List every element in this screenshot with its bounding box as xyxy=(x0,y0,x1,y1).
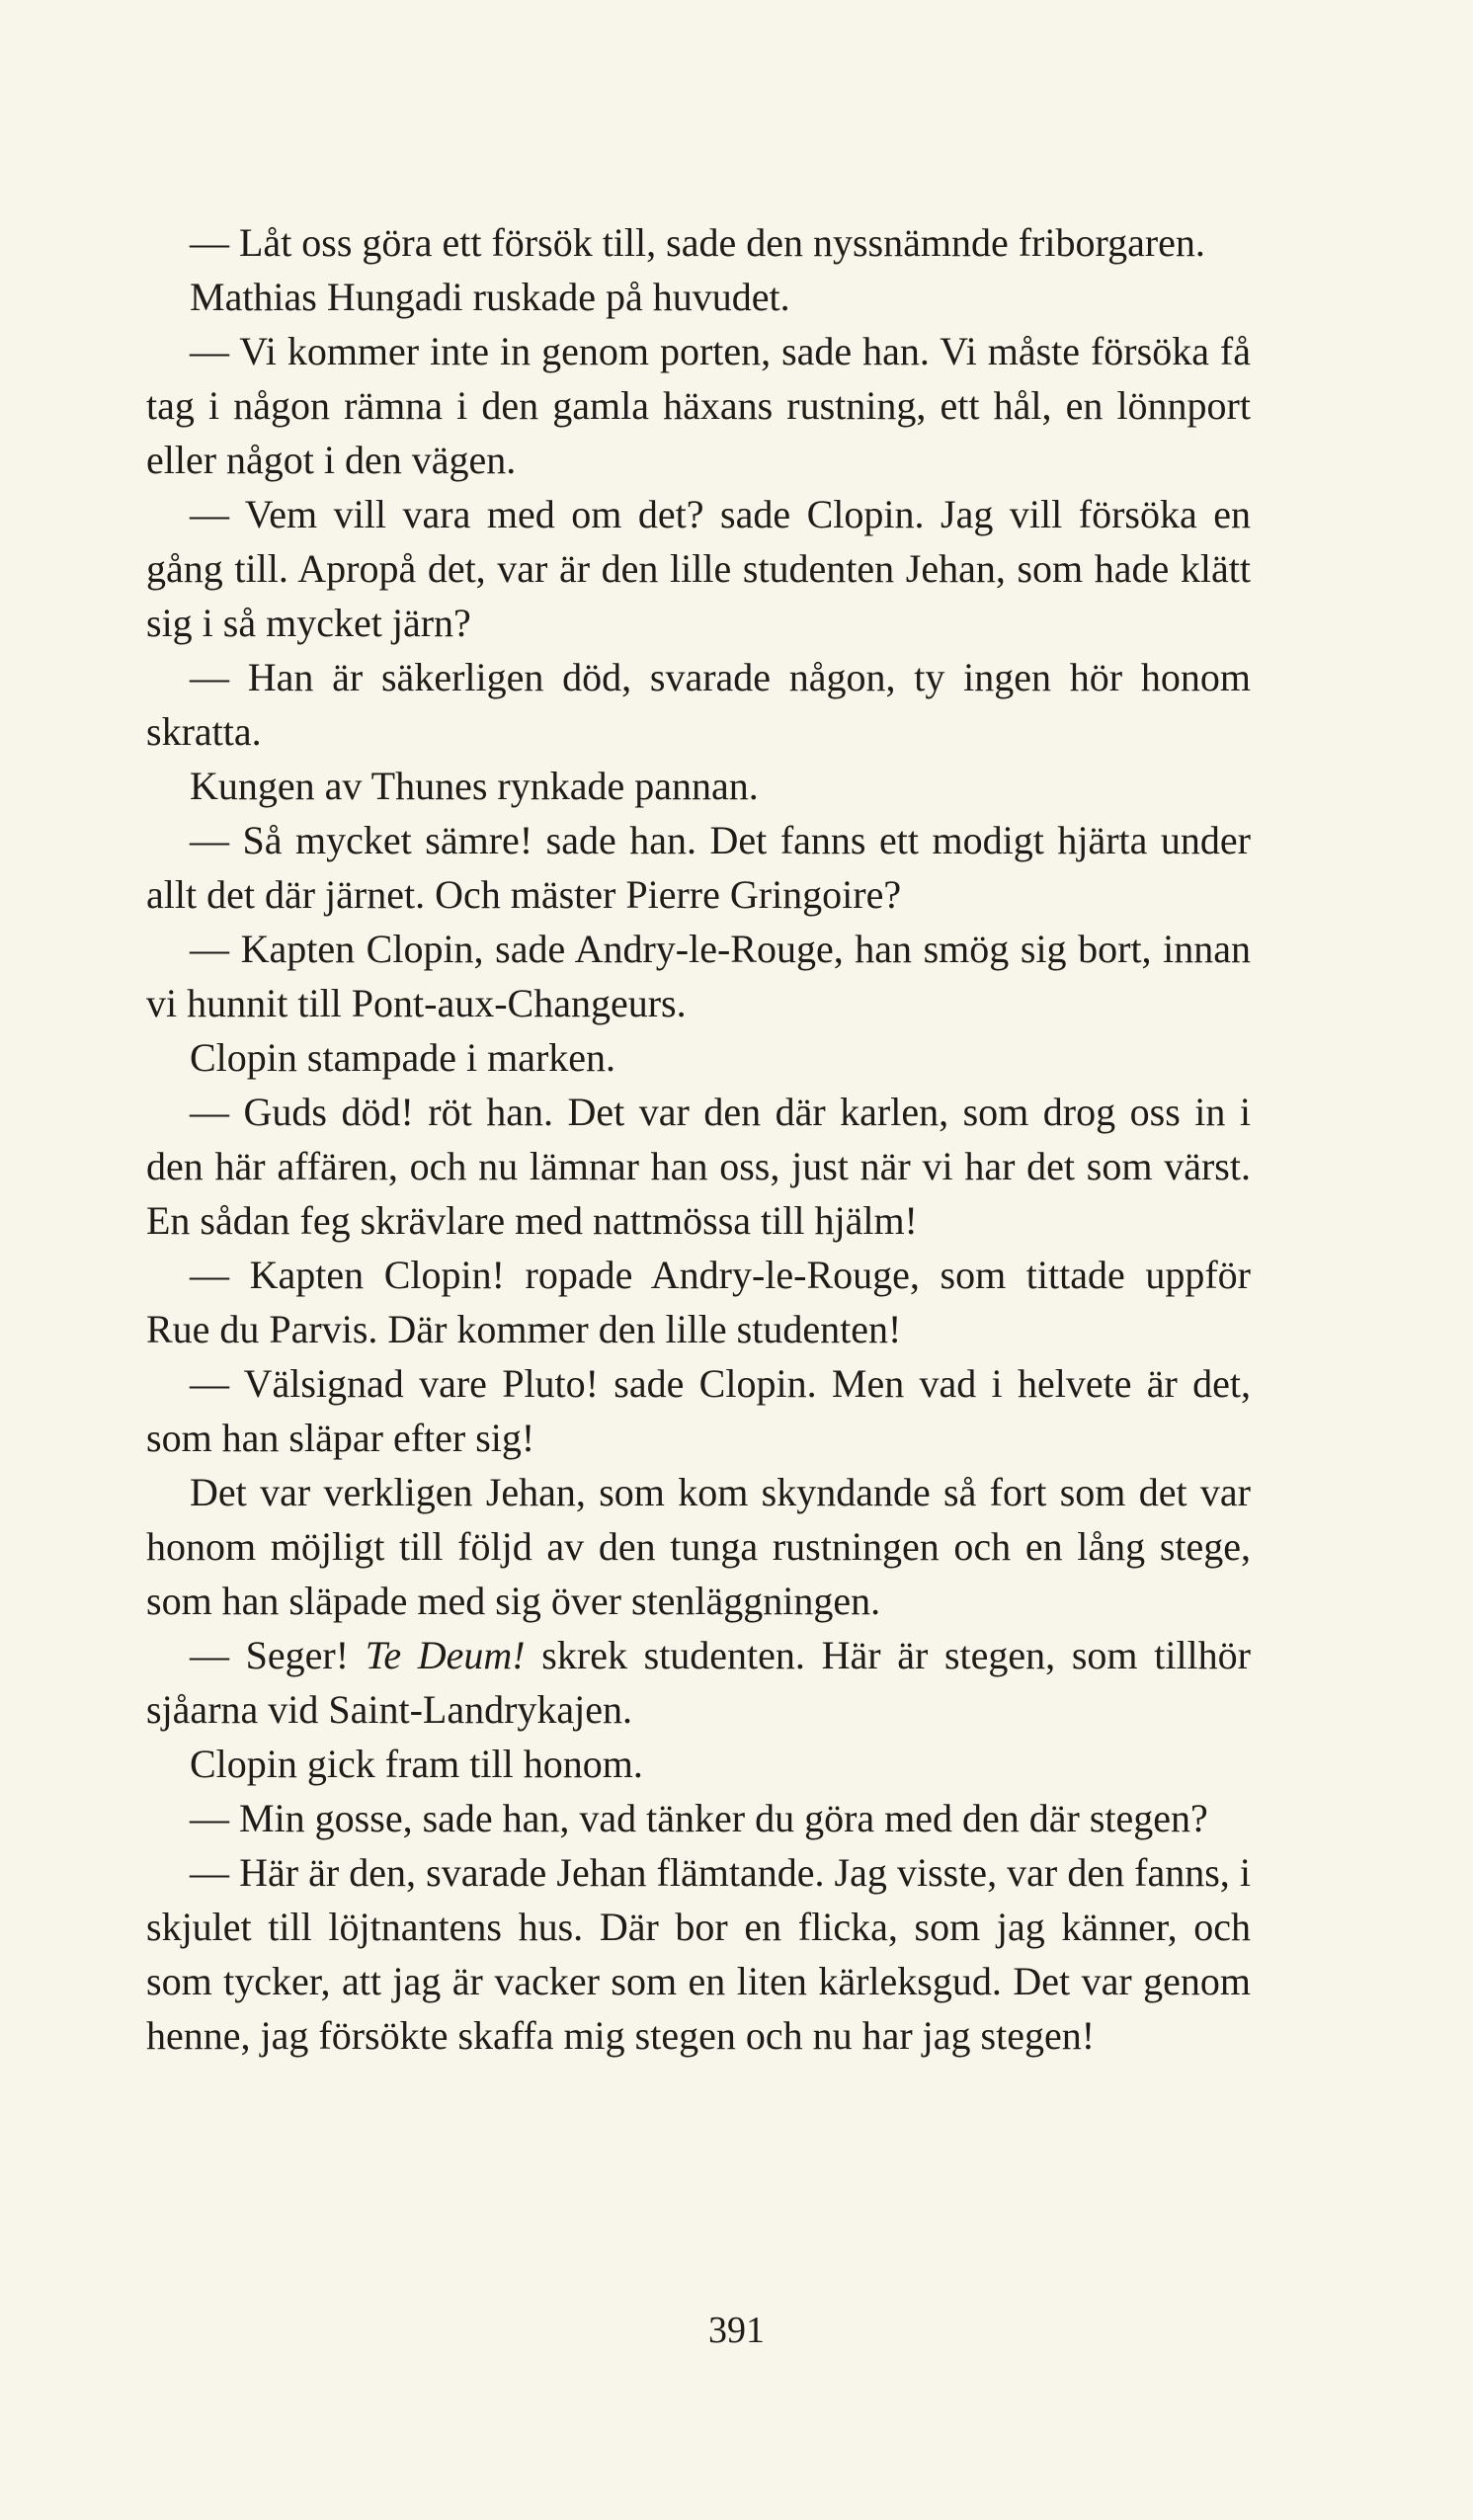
body-text xyxy=(146,215,1251,2063)
paragraph: Clopin gick fram till honom. xyxy=(190,1742,643,1786)
paragraph: — Låt oss göra ett försök till, sade den nyssnämnde friborgaren. xyxy=(190,220,1205,265)
paragraph: — Han är säkerligen död, svarade någon, ty ingen hör honom skratta. xyxy=(146,655,1251,754)
paragraph: — Guds död! röt han. Det var den där karlen, som drog oss in i den här affären, och nu lämnar han oss, just när vi har det som värst. En sådan feg skrävlare med nattmössa till hjälm! xyxy=(146,1090,1251,1243)
paragraph: — Här är den, svarade Jehan flämtande. Jag visste, var den fanns, i skjulet till löjtnantens hus. Där bor en flicka, som jag känner, och som tycker, att jag är vacker som en liten kärleksgud. Det var genom henne, jag försökte skaffa mig stegen och nu har jag stegen! xyxy=(146,1850,1251,2058)
paragraph: — Kapten Clopin! ropade Andry-le-Rouge, som tittade uppför Rue du Parvis. Där kommer den lille studenten! xyxy=(146,1253,1251,1351)
te-deum-italic: Te Deum! xyxy=(365,1633,526,1677)
paragraph: — Vi kommer inte in genom porten, sade han. Vi måste försöka få tag i någon rämna i den gamla häxans rustning, ett hål, en lönnport eller något i den vägen. xyxy=(146,329,1251,482)
paragraph: — Välsignad vare Pluto! sade Clopin. Men vad i helvete är det, som han släpar efter sig! xyxy=(146,1361,1251,1460)
paragraph: — Min gosse, sade han, vad tänker du göra med den där stegen? xyxy=(190,1796,1208,1840)
paragraph: Clopin stampade i marken. xyxy=(190,1035,616,1080)
paragraph: Kungen av Thunes rynkade pannan. xyxy=(190,764,759,808)
paragraph: — Kapten Clopin, sade Andry-le-Rouge, han smög sig bort, innan vi hunnit till Pont-aux-Changeurs. xyxy=(146,927,1251,1025)
paragraph: Mathias Hungadi ruskade på huvudet. xyxy=(190,275,790,319)
paragraph: Det var verkligen Jehan, som kom skyndande så fort som det var honom möjligt till följd av den tunga rustningen och en lång stege, som han släpade med sig över stenläggningen. xyxy=(146,1470,1251,1623)
paragraph: — Så mycket sämre! sade han. Det fanns ett modigt hjärta under allt det där järnet. Och mäster Pierre Gringoire? xyxy=(146,818,1251,917)
page-number: 391 xyxy=(708,2310,765,2351)
paragraph-seger-end: skrek studenten. Här är stegen, som tillhör sjåarna vid Saint-Landrykajen. xyxy=(146,1633,1251,1732)
paragraph: — Vem vill vara med om det? sade Clopin. Jag vill försöka en gång till. Apropå det, var är den lille studenten Jehan, som hade klätt sig i så mycket järn? xyxy=(146,492,1251,645)
paragraph-seger-start: — Seger! xyxy=(190,1633,366,1677)
paragraph-seger xyxy=(146,1628,1251,1737)
